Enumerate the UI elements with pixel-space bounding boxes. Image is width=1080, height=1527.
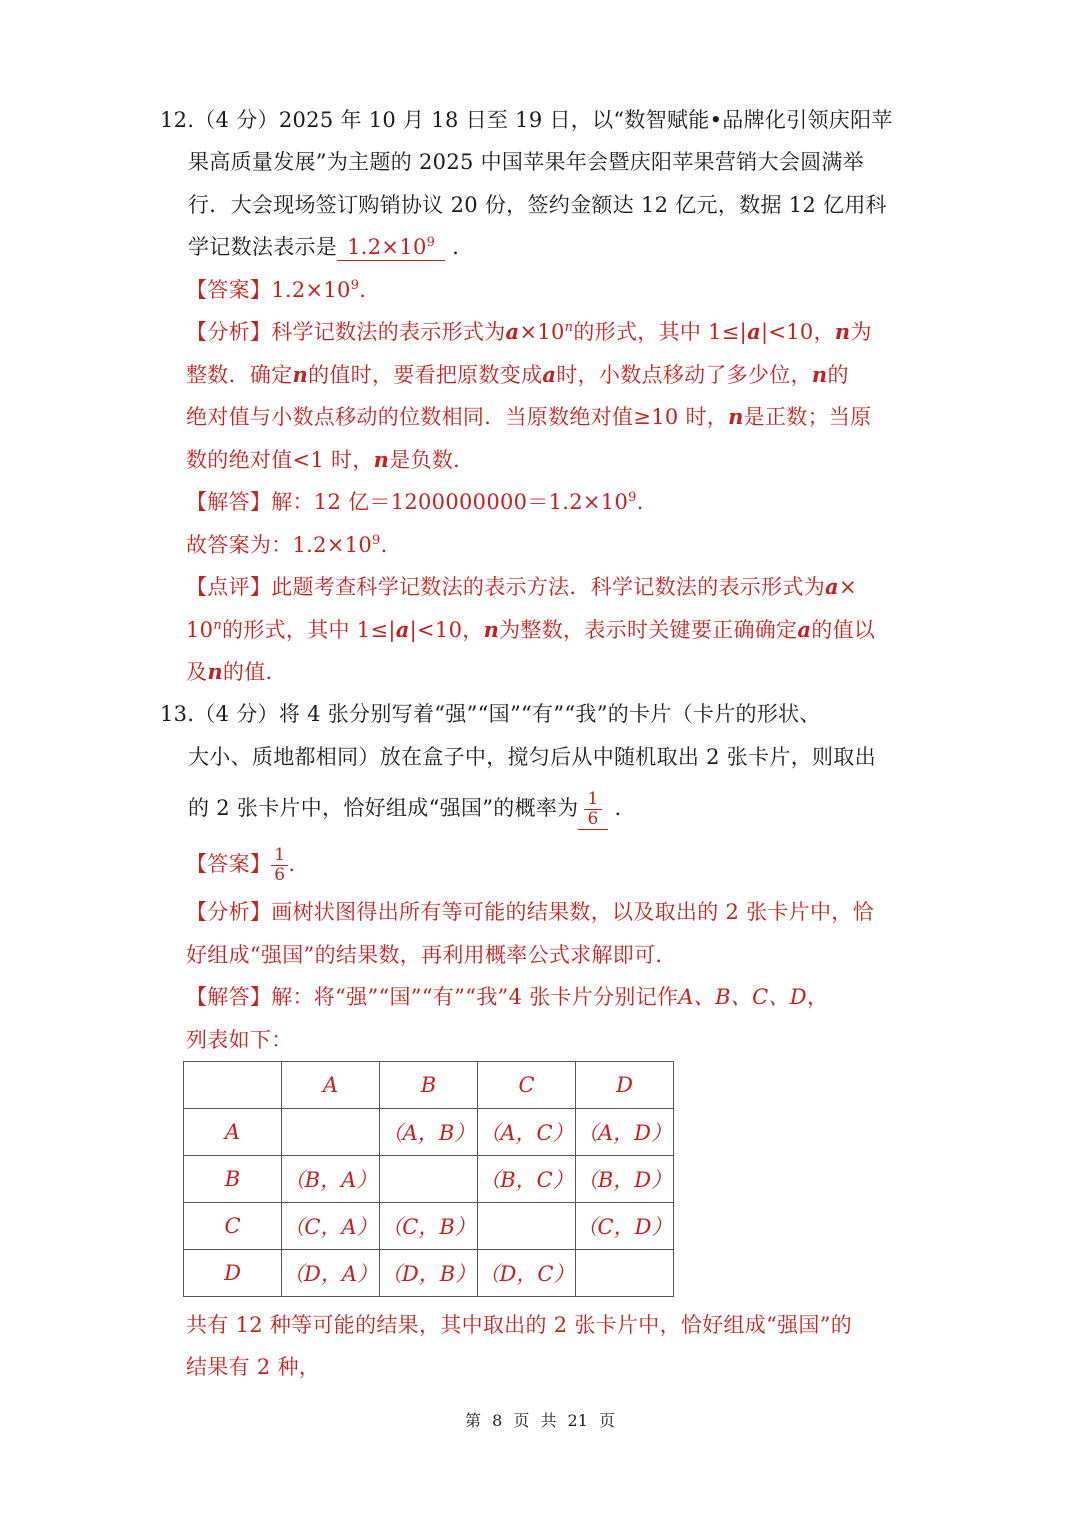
q13-analysis-tag: 【分析】 — [186, 900, 272, 924]
q12-line-1: 12.（4 分）2025 年 10 月 18 日至 19 日，以“数智赋能•品牌化引领庆阳苹 — [160, 108, 893, 132]
var-n: n — [373, 447, 390, 472]
table-row — [184, 1250, 674, 1297]
table-row — [184, 1203, 674, 1250]
table-cell: （C，B） — [380, 1203, 478, 1250]
var-a: a — [747, 319, 761, 344]
q13-analysis-text: 画树状图得出所有等可能的结果数，以及取出的 2 张卡片中，恰 — [271, 900, 874, 924]
q12-solution-text: 解：12 亿＝1200000000＝1.2×10 — [271, 490, 629, 514]
var-a: a — [825, 574, 839, 599]
var-n: n — [483, 617, 500, 642]
var-a: a — [542, 362, 557, 387]
q12-blank-value: 1.2×10 — [347, 235, 427, 259]
q12-comment-text: 此题考查科学记数法的表示方法．科学记数法的表示形式为 — [271, 575, 826, 599]
table-row — [184, 1109, 674, 1156]
q12-analysis-text: 绝对值与小数点移动的位数相同．当原数绝对值≥10 时， — [186, 405, 729, 429]
q12-comment-line-2 — [186, 615, 875, 645]
table-header-cell — [184, 1062, 282, 1109]
q12-analysis-text: 为 — [850, 320, 872, 344]
var-a: a — [395, 617, 410, 642]
q12-analysis-line-1 — [186, 317, 872, 347]
fraction-denominator: 6 — [274, 865, 286, 885]
fraction-numerator: 1 — [584, 790, 601, 810]
q12-comment-text: 的形式，其中 1≤| — [222, 618, 396, 642]
table-cell: （B，A） — [282, 1156, 380, 1203]
q12-line-4 — [188, 232, 474, 262]
q12-comment-text: |<10， — [409, 618, 484, 642]
table-header-cell: D — [184, 1250, 282, 1297]
q12-answer-exp: 9 — [350, 278, 360, 293]
q13-answer-tag: 【答案】 — [186, 852, 272, 876]
q12-analysis-line-4 — [186, 445, 474, 475]
table-cell: （D，A） — [282, 1250, 380, 1297]
table-header-cell: D — [576, 1062, 674, 1109]
table-cell — [576, 1250, 674, 1297]
q12-analysis-text: 的形式，其中 1≤| — [573, 320, 748, 344]
q12-comment-text: 为整数，表示时关键要正确确定 — [499, 618, 798, 642]
table-header-cell: C — [478, 1062, 576, 1109]
q13-solution-line-2: 列表如下： — [186, 1028, 293, 1052]
q12-answer — [186, 275, 366, 305]
q12-solution-exp: 9 — [628, 490, 637, 505]
q12-analysis-text: ×10 — [519, 320, 565, 344]
table-cell — [380, 1156, 478, 1203]
q12-analysis-text: 时，小数点移动了多少位， — [556, 363, 812, 387]
q12-analysis-text: 的值时，要看把原数变成 — [308, 363, 543, 387]
q12-analysis-text: 整数．确定 — [186, 363, 293, 387]
q13-line-2: 大小、质地都相同）放在盒子中，搅匀后从中随机取出 2 张卡片，则取出 — [188, 745, 876, 769]
q12-answer-blank — [337, 234, 445, 261]
q13-solution-tag: 【解答】 — [186, 985, 272, 1009]
q12-comment-text: 及 — [186, 660, 208, 684]
q12-solution-tag: 【解答】 — [186, 490, 272, 514]
q13-analysis-line-2: 好组成“强国”的结果数，再利用概率公式求解即可． — [186, 943, 677, 967]
q12-comment-text: 的值以 — [811, 618, 876, 642]
q12-line-2: 果高质量发展”为主题的 2025 中国苹果年会暨庆阳苹果营销大会圆满举 — [188, 150, 865, 174]
table-row — [184, 1062, 674, 1109]
q13-blank-fraction — [584, 790, 601, 829]
table-header-cell: A — [184, 1109, 282, 1156]
q13-card-vars: A、B、C、D — [678, 985, 807, 1009]
q12-comment-text: 的值． — [222, 660, 287, 684]
q12-comment-line-3 — [186, 657, 287, 687]
q13-solution-text: ， — [806, 985, 829, 1009]
q12-answer-value: 1.2×10 — [271, 278, 351, 302]
q12-question-prefix: 学记数法表示是 — [188, 235, 338, 259]
outcome-table — [183, 1061, 674, 1297]
q12-comment-text: 10 — [186, 618, 214, 642]
q13-line-3 — [188, 790, 636, 830]
q12-comment-text: × — [838, 575, 857, 599]
q12-analysis-text: 是负数． — [389, 448, 475, 472]
table-cell: （A，D） — [576, 1109, 674, 1156]
q13-answer-fraction — [271, 846, 288, 885]
q12-therefore-text: 故答案为：1.2×10 — [186, 533, 373, 557]
q13-question-prefix: 的 2 张卡片中，恰好组成“强国”的概率为 — [188, 796, 579, 820]
exp-n: n — [564, 320, 574, 335]
q12-solution — [186, 487, 644, 517]
exp-n: n — [213, 618, 223, 633]
q12-analysis-text: 数的绝对值<1 时， — [186, 448, 374, 472]
table-header-cell: A — [282, 1062, 380, 1109]
table-cell: （A，B） — [380, 1109, 478, 1156]
q12-analysis-text: |<10， — [760, 320, 835, 344]
var-n: n — [728, 404, 744, 429]
table-cell: （B，D） — [576, 1156, 674, 1203]
q12-analysis-text: 科学记数法的表示形式为 — [271, 320, 506, 344]
q12-analysis-text: 的 — [827, 363, 849, 387]
q13-answer-end: . — [288, 852, 296, 876]
q13-answer — [186, 846, 295, 885]
q13-solution-line-1 — [186, 982, 828, 1012]
q13-solution-text: 解：将“强”“国”“有”“我”4 张卡片分别记作 — [271, 985, 679, 1009]
table-cell: （D，B） — [380, 1250, 478, 1297]
q13-line-1: 13.（4 分）将 4 张分别写着“强”“国”“有”“我”的卡片（卡片的形状、 — [160, 702, 821, 726]
table-header-cell: B — [184, 1156, 282, 1203]
var-n: n — [292, 362, 309, 387]
q13-result-line-2: 结果有 2 种， — [186, 1355, 321, 1379]
table-cell: （D，C） — [478, 1250, 576, 1297]
q12-solution-end: . — [636, 490, 644, 514]
var-n: n — [207, 659, 223, 684]
fraction-numerator: 1 — [271, 846, 288, 866]
q12-comment-tag: 【点评】 — [186, 575, 272, 599]
q12-analysis-text: 是正数；当原 — [743, 405, 872, 429]
q12-blank-exp: 9 — [426, 235, 436, 250]
q12-therefore-end: . — [380, 533, 388, 557]
table-cell: （B，C） — [478, 1156, 576, 1203]
page-footer: 第 8 页 共 21 页 — [465, 1411, 615, 1430]
table-cell: （A，C） — [478, 1109, 576, 1156]
q13-analysis-line-1 — [186, 897, 874, 927]
q12-answer-tag: 【答案】 — [186, 278, 272, 302]
q13-question-suffix: ． — [614, 796, 636, 820]
table-row — [184, 1156, 674, 1203]
q12-answer-end: . — [359, 278, 367, 302]
table-cell — [478, 1203, 576, 1250]
table-cell: （C，D） — [576, 1203, 674, 1250]
table-header-cell: B — [380, 1062, 478, 1109]
q12-analysis-line-2 — [186, 360, 849, 390]
var-n: n — [834, 319, 851, 344]
q12-analysis-tag: 【分析】 — [186, 320, 272, 344]
var-a: a — [505, 319, 520, 344]
table-header-cell: C — [184, 1203, 282, 1250]
q12-question-suffix: ． — [452, 235, 474, 259]
q12-comment-line-1 — [186, 572, 857, 602]
q12-therefore — [186, 530, 388, 560]
q12-analysis-line-3 — [186, 402, 871, 432]
table-cell: （C，A） — [282, 1203, 380, 1250]
q13-answer-blank — [578, 790, 607, 830]
q13-result-line-1: 共有 12 种等可能的结果，其中取出的 2 张卡片中，恰好组成“强国”的 — [186, 1313, 853, 1337]
var-a: a — [797, 617, 812, 642]
table-cell — [282, 1109, 380, 1156]
var-n: n — [811, 362, 828, 387]
q12-line-3: 行．大会现场签订购销协议 20 份，签约金额达 12 亿元，数据 12 亿用科 — [188, 193, 887, 217]
fraction-denominator: 6 — [587, 809, 599, 829]
q12-therefore-exp: 9 — [372, 533, 381, 548]
